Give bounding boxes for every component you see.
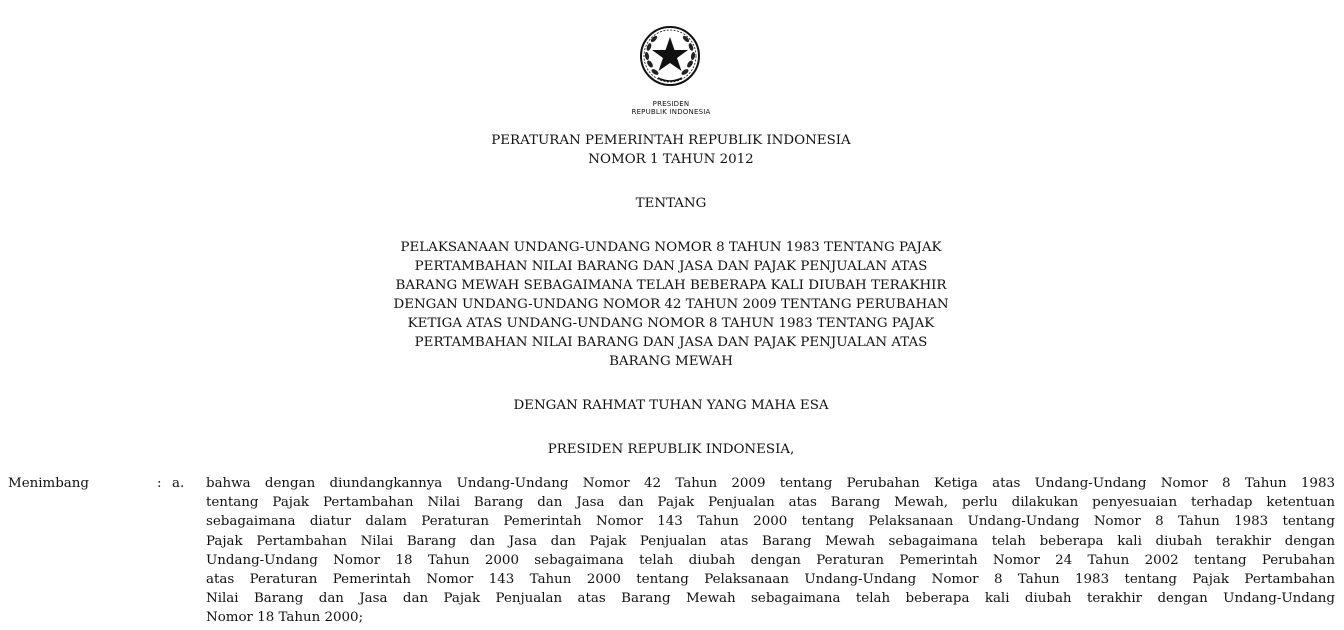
considering-paragraph bbox=[206, 474, 1335, 628]
paragraph-line: Nilai Barang dan Jasa dan Pajak Penjualan atas Barang Mewah sebagaimana telah beberapa kali diubah terakhir dengan Undang-Undang bbox=[206, 591, 1335, 607]
paragraph-line: tentang Pajak Pertambahan Nilai Barang dan Jasa dan Pajak Penjualan atas Barang Mewah, perlu dilakukan penyesuaian terhadap ketentuan bbox=[206, 495, 1335, 511]
considering-label: Menimbang bbox=[8, 476, 89, 491]
considering-colon: : bbox=[157, 476, 162, 491]
emblem-caption-republic: REPUBLIK INDONESIA bbox=[631, 108, 711, 116]
regulation-title: PERATURAN PEMERINTAH REPUBLIK INDONESIA bbox=[491, 133, 851, 148]
item-letter: a. bbox=[172, 476, 185, 491]
president-line: PRESIDEN REPUBLIK INDONESIA, bbox=[547, 442, 795, 457]
presidential-emblem bbox=[600, 18, 740, 118]
subject-line: DENGAN UNDANG-UNDANG NOMOR 42 TAHUN 2009 TENTANG PERUBAHAN bbox=[393, 297, 949, 312]
subject-line: KETIGA ATAS UNDANG-UNDANG NOMOR 8 TAHUN 1983 TENTANG PAJAK bbox=[407, 316, 935, 331]
subject-line: PERTAMBAHAN NILAI BARANG DAN JASA DAN PAJAK PENJUALAN ATAS bbox=[414, 259, 928, 274]
subject-line: PELAKSANAAN UNDANG-UNDANG NOMOR 8 TAHUN 1983 TENTANG PAJAK bbox=[400, 240, 942, 255]
subject-line: BARANG MEWAH bbox=[609, 354, 733, 369]
paragraph-line: sebagaimana diatur dalam Peraturan Pemerintah Nomor 143 Tahun 2000 tentang Pelaksanaan Undang-Undang Nomor 8 Tahun 1983 tentang bbox=[206, 514, 1335, 530]
paragraph-line: Pajak Pertambahan Nilai Barang dan Jasa dan Pajak Penjualan atas Barang Mewah sebagaimana telah beberapa kali diubah terakhir dengan bbox=[206, 533, 1335, 549]
paragraph-line: Nomor 18 Tahun 2000; bbox=[206, 610, 364, 626]
paragraph-line: atas Peraturan Pemerintah Nomor 143 Tahun 2000 tentang Pelaksanaan Undang-Undang Nomor 8 Tahun 1983 tentang Pajak Pertambahan bbox=[206, 572, 1335, 588]
paragraph-line: Undang-Undang Nomor 18 Tahun 2000 sebagaimana telah diubah dengan Peraturan Pemerintah Nomor 24 Tahun 2002 tentang Perubahan bbox=[206, 552, 1335, 568]
star-wreath-seal-icon bbox=[638, 24, 702, 88]
blessing-line: DENGAN RAHMAT TUHAN YANG MAHA ESA bbox=[513, 398, 829, 413]
about-heading: TENTANG bbox=[635, 196, 707, 211]
paragraph-line: bahwa dengan diundangkannya Undang-Undang Nomor 42 Tahun 2009 tentang Perubahan Ketiga atas Undang-Undang Nomor 8 Tahun 1983 bbox=[206, 476, 1335, 491]
emblem-caption-president: PRESIDEN bbox=[652, 100, 690, 108]
subject-line: BARANG MEWAH SEBAGAIMANA TELAH BEBERAPA KALI DIUBAH TERAKHIR bbox=[395, 278, 947, 293]
subject-line: PERTAMBAHAN NILAI BARANG DAN JASA DAN PAJAK PENJUALAN ATAS bbox=[414, 335, 928, 350]
regulation-number: NOMOR 1 TAHUN 2012 bbox=[588, 152, 754, 167]
